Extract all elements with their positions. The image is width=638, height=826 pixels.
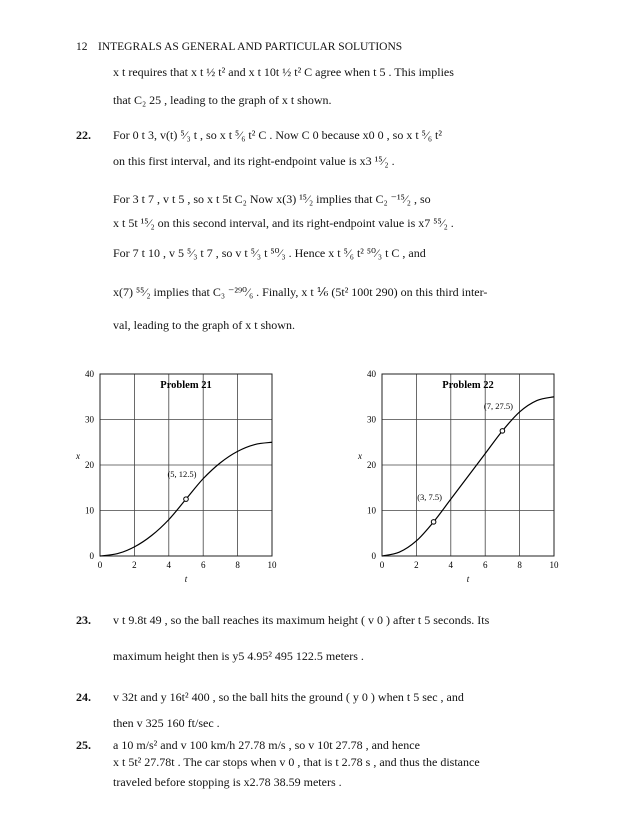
x-tick-label: 6 <box>200 560 206 570</box>
text-line: v t 9.8t 49 , so the ball reaches its maximum height ( v 0 ) after t 5 seconds. Its <box>113 613 490 627</box>
text-line: For 7 t 10 , v 5 ⁵⁄₃ t 7 , so v t ⁵⁄₃ t ⁵⁰⁄₃ . Hence x t ⁵⁄₆ t² ⁵⁰⁄₃ t C , and <box>113 246 426 260</box>
running-title: INTEGRALS AS GENERAL AND PARTICULAR SOLUTIONS <box>98 41 403 53</box>
problem-number: 22. <box>76 128 91 142</box>
data-point-label: (3, 7.5) <box>417 491 442 502</box>
page-number: 12 <box>76 41 88 53</box>
x-tick-label: 8 <box>235 560 240 570</box>
y-tick-label: 10 <box>367 505 376 516</box>
text-line: x t requires that x t ½ t² and x t 10t ½ t² C agree when t 5 . This implies <box>113 65 454 79</box>
text-line: val, leading to the graph of x t shown. <box>113 318 295 332</box>
problem-21-plot <box>70 352 285 592</box>
y-axis-label: x <box>358 450 362 461</box>
text-line: x t 5t ¹⁵⁄₂ on this second interval, and its right-endpoint value is x7 ⁵⁵⁄₂ . <box>113 216 454 230</box>
text-line: on this first interval, and its right-endpoint value is x3 ¹⁵⁄₂ . <box>113 154 395 168</box>
x-tick-label: 0 <box>379 560 385 570</box>
y-tick-label: 0 <box>89 551 94 561</box>
x-tick-label: 2 <box>132 560 137 570</box>
problem-number: 24. <box>76 690 91 704</box>
text-line: v 32t and y 16t² 400 , so the ball hits the ground ( y 0 ) when t 5 sec , and <box>113 690 464 704</box>
y-tick-label: 20 <box>85 460 94 470</box>
text-line: then v 325 160 ft/sec . <box>113 716 220 730</box>
data-point-label: (7, 27.5) <box>483 400 513 411</box>
x-axis-label: t <box>466 574 470 584</box>
problem-number: 23. <box>76 613 91 627</box>
y-tick-label: 40 <box>85 369 94 379</box>
x-tick-label: 10 <box>549 560 559 570</box>
text-line: a 10 m/s² and v 100 km/h 27.78 m/s , so v 10t 27.78 , and hence <box>113 738 420 752</box>
x-tick-label: 4 <box>448 560 454 570</box>
text-line: x(7) ⁵⁵⁄₂ implies that C₃ ⁻²⁹⁰⁄₆ . Finally, x t ⅙ (5t² 100t 290) on this third inter- <box>113 285 488 299</box>
y-tick-label: 30 <box>367 414 376 425</box>
problem-number: 25. <box>76 738 91 752</box>
text-line: For 0 t 3, v(t) ⁵⁄₃ t , so x t ⁵⁄₆ t² C . Now C 0 because x0 0 , so x t ⁵⁄₆ t² <box>113 128 442 142</box>
text-line: maximum height then is y5 4.95² 495 122.5 meters . <box>113 649 364 663</box>
problem-22-plot <box>352 352 567 592</box>
y-tick-label: 0 <box>371 551 376 561</box>
text-line: traveled before stopping is x2.78 38.59 meters . <box>113 775 342 789</box>
y-tick-label: 20 <box>367 460 376 470</box>
y-tick-label: 30 <box>85 414 94 425</box>
text-line: x t 5t² 27.78t . The car stops when v 0 , that is t 2.78 s , and thus the distance <box>113 755 480 769</box>
x-tick-label: 8 <box>517 560 522 570</box>
chart-title: Problem 22 <box>442 380 494 391</box>
data-point-label: (5, 12.5) <box>167 469 197 480</box>
y-tick-label: 10 <box>85 505 94 516</box>
x-axis-label: t <box>184 574 188 584</box>
x-tick-label: 0 <box>97 560 103 570</box>
y-axis-label: x <box>76 450 80 461</box>
x-tick-label: 6 <box>482 560 488 570</box>
data-point-marker <box>500 429 505 434</box>
x-tick-label: 2 <box>414 560 419 570</box>
x-tick-label: 10 <box>267 560 277 570</box>
x-tick-label: 4 <box>166 560 172 570</box>
series-line <box>382 397 554 556</box>
data-point-marker <box>431 520 436 525</box>
text-line: that C₂ 25 , leading to the graph of x t shown. <box>113 93 332 107</box>
y-tick-label: 40 <box>367 369 376 379</box>
data-point-marker <box>184 497 189 502</box>
chart-title: Problem 21 <box>160 380 212 391</box>
text-line: For 3 t 7 , v t 5 , so x t 5t C₂ Now x(3) ¹⁵⁄₂ implies that C₂ ⁻¹⁵⁄₂ , so <box>113 192 431 206</box>
